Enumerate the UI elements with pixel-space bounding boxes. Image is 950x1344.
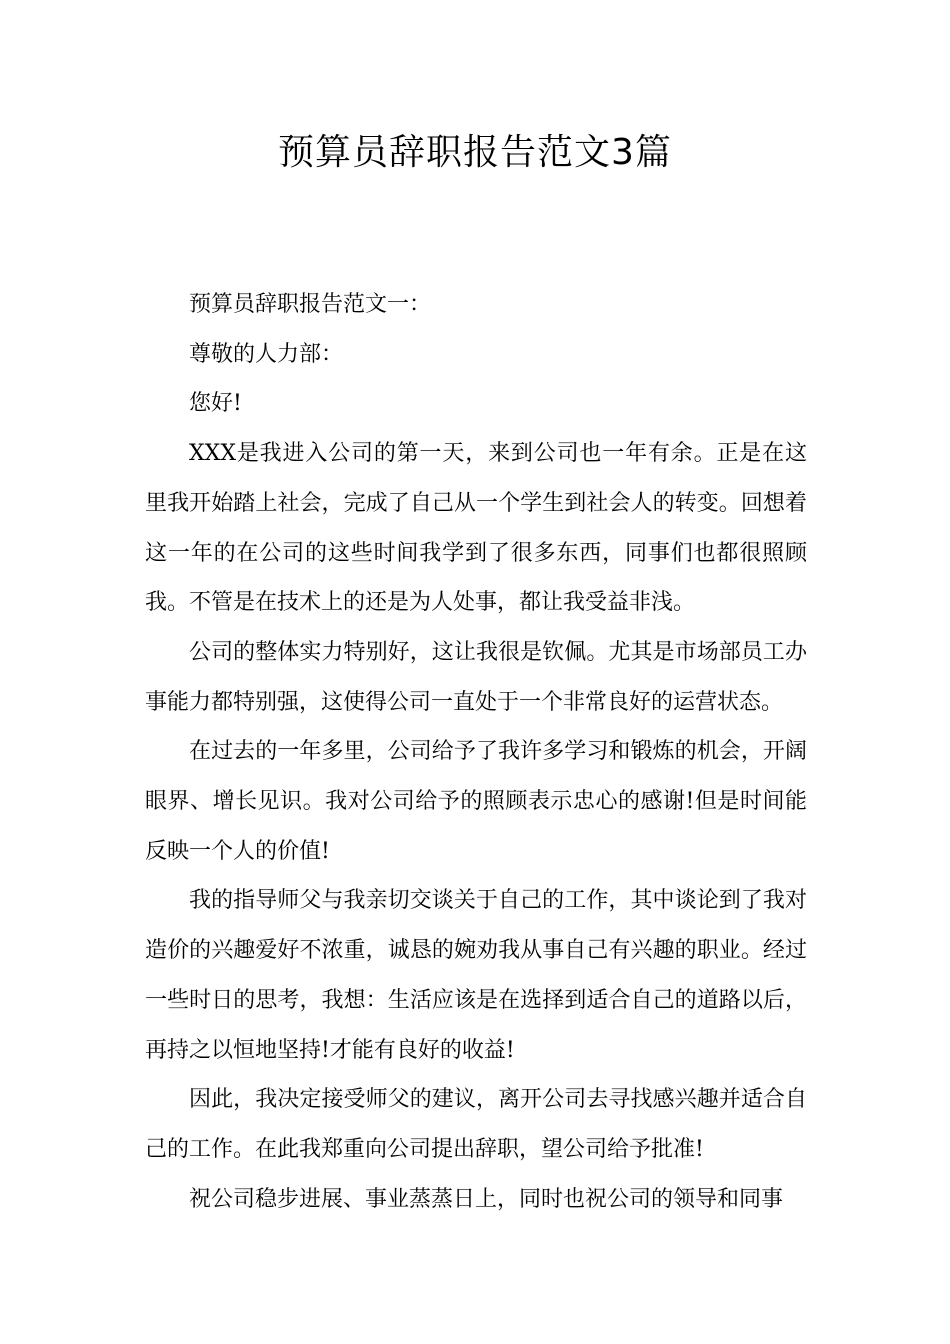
paragraph: XXX是我进入公司的第一天，来到公司也一年有余。正是在这里我开始踏上社会，完成了自己从一个学生到社会人的转变。回想着这一年的在公司的这些时间我学到了很多东西，同事们也都很照顾我。不管是在技术上的还是为人处事，都让我受益非浅。 xyxy=(145,441,807,616)
document-title: 预算员辞职报告范文3篇 xyxy=(278,132,672,173)
paragraph: 在过去的一年多里，公司给予了我许多学习和锻炼的机会，开阔眼界、增长见识。我对公司给予的照顾表示忠心的感谢!但是时间能反映一个人的价值! xyxy=(145,739,807,864)
paragraph-salutation: 尊敬的人力部： xyxy=(189,341,344,367)
document-body xyxy=(145,280,807,1224)
paragraph-heading: 预算员辞职报告范文一： xyxy=(189,292,432,317)
paragraph: 公司的整体实力特别好，这让我很是钦佩。尤其是市场部员工办事能力都特别强，这使得公司一直处于一个非常良好的运营状态。 xyxy=(145,639,807,715)
paragraph: 祝公司稳步进展、事业蒸蒸日上，同时也祝公司的领导和同事 xyxy=(189,1186,784,1212)
paragraph-greeting: 您好! xyxy=(189,391,242,417)
paragraph: 我的指导师父与我亲切交谈关于自己的工作，其中谈论到了我对造价的兴趣爱好不浓重，诚恳的婉劝我从事自己有兴趣的职业。经过一些时日的思考，我想：生活应该是在选择到适合自己的道路以后，再持之以恒地坚持!才能有良好的收益! xyxy=(145,888,807,1063)
paragraph: 因此，我决定接受师父的建议，离开公司去寻找感兴趣并适合自己的工作。在此我郑重向公司提出辞职，望公司给予批准! xyxy=(145,1087,807,1162)
